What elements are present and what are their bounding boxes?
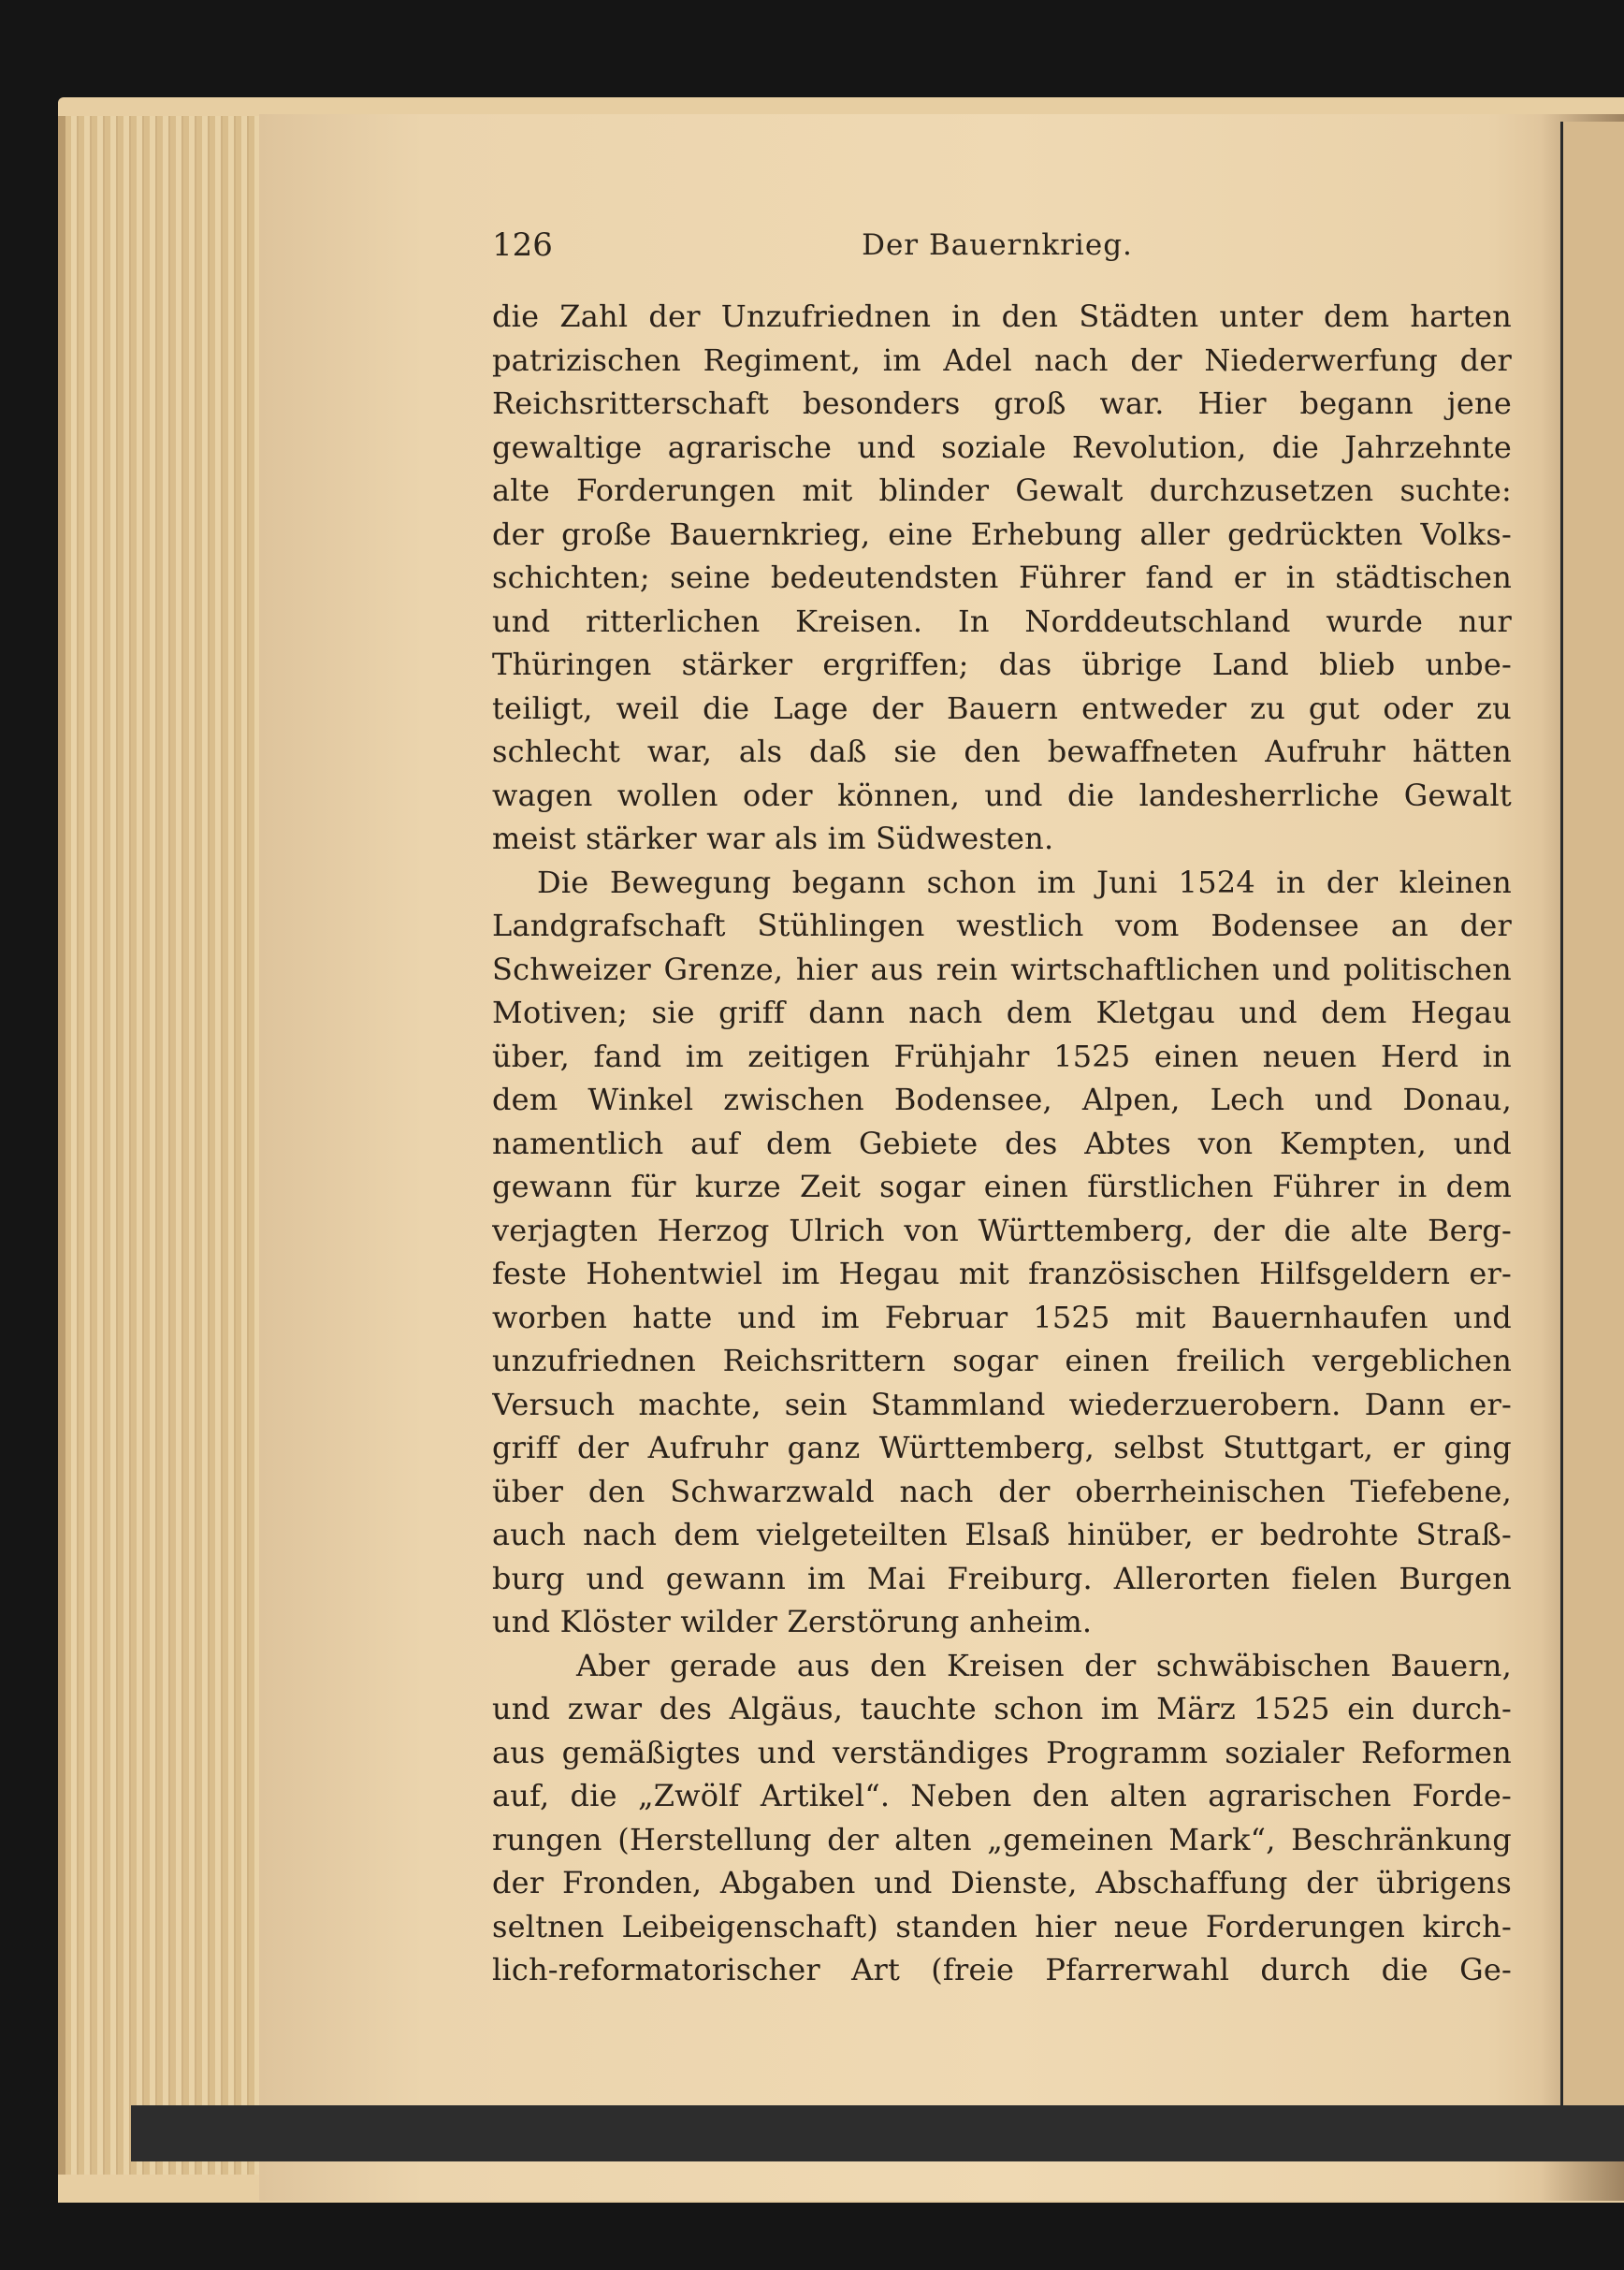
text-line: namentlich auf dem Gebiete des Abtes von Kempten, und	[492, 1125, 1512, 1161]
text-line: gewaltige agrarische und soziale Revolution, die Jahrzehnte	[492, 429, 1512, 465]
text-line: Versuch machte, sein Stammland wiederzuerobern. Dann er-	[492, 1386, 1512, 1422]
text-line: Landgrafschaft Stühlingen westlich vom Bodensee an der	[492, 908, 1512, 943]
text-line: aus gemäßigtes und verständiges Programm sozialer Reformen	[492, 1734, 1512, 1770]
text-line: lich-reformatorischer Art (freie Pfarrerwahl durch die Ge-	[492, 1952, 1512, 1987]
page-number: 126	[492, 226, 553, 264]
book-binding-bottom	[131, 2105, 1624, 2161]
text-line: rungen (Herstellung der alten „gemeinen Mark“, Beschränkung	[492, 1821, 1512, 1857]
text-line: Schweizer Grenze, hier aus rein wirtschaftlichen und politischen	[492, 951, 1512, 987]
text-line: schichten; seine bedeutendsten Führer fand er in städtischen	[492, 560, 1512, 595]
text-line: wagen wollen oder können, und die landesherrliche Gewalt	[492, 777, 1512, 813]
text-line: burg und gewann im Mai Freiburg. Allerorten fielen Burgen	[492, 1560, 1512, 1596]
text-line: und zwar des Algäus, tauchte schon im März 1525 ein durch-	[492, 1691, 1512, 1726]
text-line: schlecht war, als daß sie den bewaffneten Aufruhr hätten	[492, 734, 1512, 769]
text-line: feste Hohentwiel im Hegau mit französischen Hilfsgeldern er-	[492, 1256, 1512, 1291]
text-line: Thüringen stärker ergriffen; das übrige Land blieb unbe-	[492, 647, 1512, 682]
text-line: Die Bewegung begann schon im Juni 1524 in der kleinen	[537, 864, 1512, 900]
text-line: und Klöster wilder Zerstörung anheim.	[492, 1604, 1093, 1639]
page-header	[492, 226, 1502, 279]
text-line: meist stärker war als im Südwesten.	[492, 821, 1054, 856]
text-line: alte Forderungen mit blinder Gewalt durchzusetzen suchte:	[492, 473, 1512, 508]
text-line: Motiven; sie griff dann nach dem Kletgau und dem Hegau	[492, 995, 1512, 1030]
text-line: auf, die „Zwölf Artikel“. Neben den alten agrarischen Forde-	[492, 1778, 1512, 1813]
text-line: Aber gerade aus den Kreisen der schwäbischen Bauern,	[576, 1647, 1512, 1683]
text-line: seltnen Leibeigenschaft) standen hier neue Forderungen kirch-	[492, 1908, 1512, 1944]
text-line: gewann für kurze Zeit sogar einen fürstlichen Führer in dem	[492, 1169, 1512, 1204]
text-line: teiligt, weil die Lage der Bauern entweder zu gut oder zu	[492, 690, 1512, 726]
text-line: dem Winkel zwischen Bodensee, Alpen, Lech und Donau,	[492, 1082, 1512, 1117]
text-line: über, fand im zeitigen Frühjahr 1525 einen neuen Herd in	[492, 1038, 1512, 1074]
text-line: Reichsritterschaft besonders groß war. Hier begann jene	[492, 386, 1512, 421]
text-line: worben hatte und im Februar 1525 mit Bauernhaufen und	[492, 1299, 1512, 1335]
text-line: griff der Aufruhr ganz Württemberg, selbst Stuttgart, er ging	[492, 1430, 1512, 1465]
text-line: die Zahl der Unzufriednen in den Städten unter dem harten	[492, 298, 1512, 334]
running-title: Der Bauernkrieg.	[862, 228, 1133, 262]
text-line: der große Bauernkrieg, eine Erhebung aller gedrückten Volks-	[492, 516, 1512, 552]
text-line: auch nach dem vielgeteilten Elsaß hinüber, er bedrohte Straß-	[492, 1517, 1512, 1552]
facing-page-edge	[1560, 122, 1624, 2133]
text-line: patrizischen Regiment, im Adel nach der Niederwerfung der	[492, 342, 1512, 378]
text-line: unzufriednen Reichsrittern sogar einen freilich vergeblichen	[492, 1343, 1512, 1378]
text-line: über den Schwarzwald nach der oberrheinischen Tiefebene,	[492, 1473, 1512, 1509]
body-text	[492, 295, 1512, 1992]
text-line: verjagten Herzog Ulrich von Württemberg, der die alte Berg-	[492, 1212, 1512, 1248]
text-line: und ritterlichen Kreisen. In Norddeutschland wurde nur	[492, 603, 1512, 639]
text-line: der Fronden, Abgaben und Dienste, Abschaffung der übrigens	[492, 1865, 1512, 1900]
